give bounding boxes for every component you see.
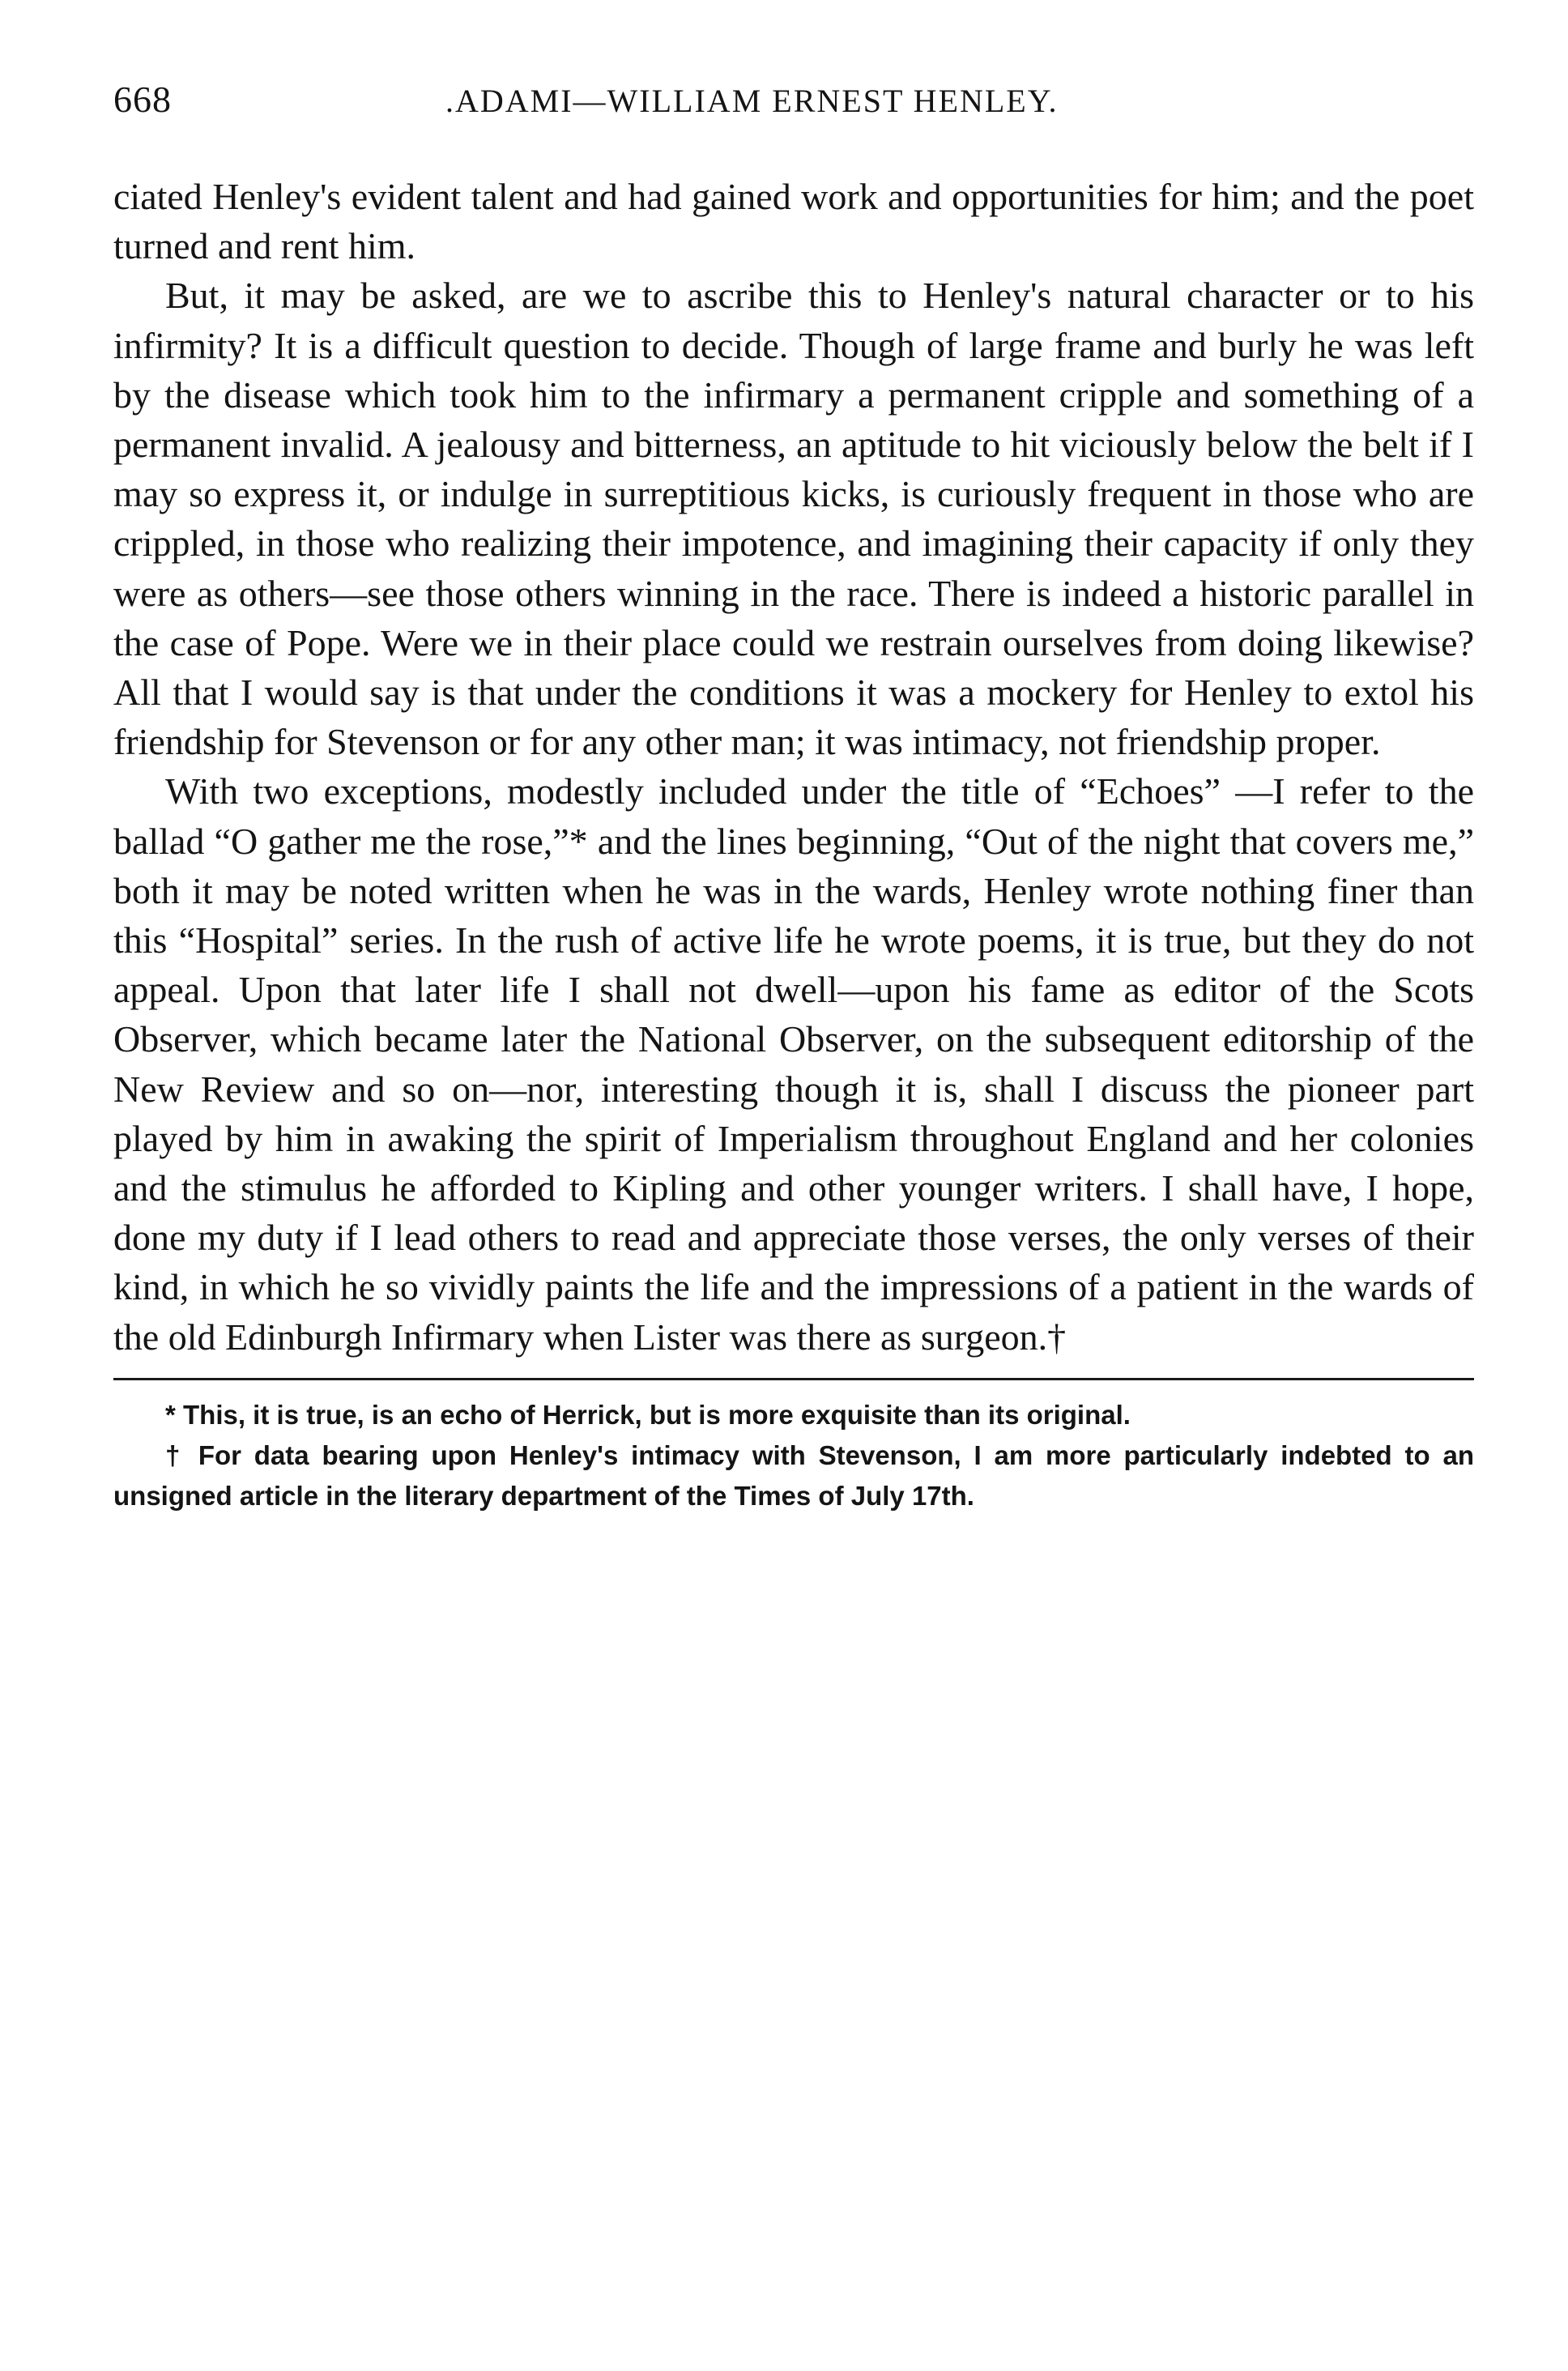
body-text xyxy=(113,172,1474,1362)
footnotes xyxy=(113,1395,1474,1516)
page-number: 668 xyxy=(113,79,172,120)
running-head: .ADAMI—WILLIAM ERNEST HENLEY. xyxy=(445,83,1059,119)
footnote-divider xyxy=(113,1378,1474,1380)
book-page xyxy=(113,78,1474,1516)
footnote-times: † For data bearing upon Henley's intimacy with Stevenson, I am more particularly indebted to an unsigned article in the literary department of the Times of July 17th. xyxy=(113,1439,1474,1511)
footnote-herrick: * This, it is true, is an echo of Herrick, but is more exquisite than its original. xyxy=(165,1399,1131,1430)
paragraph-continuation: ciated Henley's evident talent and had gained work and opportunities for him; and the poet turned and rent him. xyxy=(113,176,1474,267)
page-header xyxy=(113,78,1474,134)
paragraph-echoes: With two exceptions, modestly included under the title of “Echoes” —I refer to the ballad “O gather me the rose,”* and the lines beginning, “Out of the night that covers me,” both it may be noted written when he was in the wards, Henley wrote nothing finer than this “Hospital” series. In the rush of active life he wrote poems, it is true, but they do not appeal. Upon that later life I shall not dwell—upon his fame as editor of the Scots Observer, which became later the National Observer, on the subsequent editorship of the New Review and so on—nor, interesting though it is, shall I discuss the pioneer part played by him in awaking the spirit of Imperialism throughout England and her colonies and the stimulus he afforded to Kipling and other younger writers. I shall have, I hope, done my duty if I lead others to read and appreciate those verses, the only verses of their kind, in which he so vividly paints the life and the impressions of a patient in the wards of the old Edinburgh Infirmary when Lister was there as surgeon.† xyxy=(113,770,1474,1358)
paragraph-infirmity: But, it may be asked, are we to ascribe this to Henley's natural character or to his infirmity? It is a difficult question to decide. Though of large frame and burly he was left by the disease which took him to the infirmary a permanent cripple and something of a permanent invalid. A jealousy and bitterness, an aptitude to hit viciously below the belt if I may so express it, or indulge in surreptitious kicks, is curiously frequent in those who are crippled, in those who realizing their impotence, and imagining their capacity if only they were as others—see those others winning in the race. There is indeed a historic parallel in the case of Pope. Were we in their place could we restrain ourselves from doing likewise? All that I would say is that under the conditions it was a mockery for Henley to extol his friendship for Stevenson or for any other man; it was intimacy, not friendship proper. xyxy=(113,275,1474,763)
